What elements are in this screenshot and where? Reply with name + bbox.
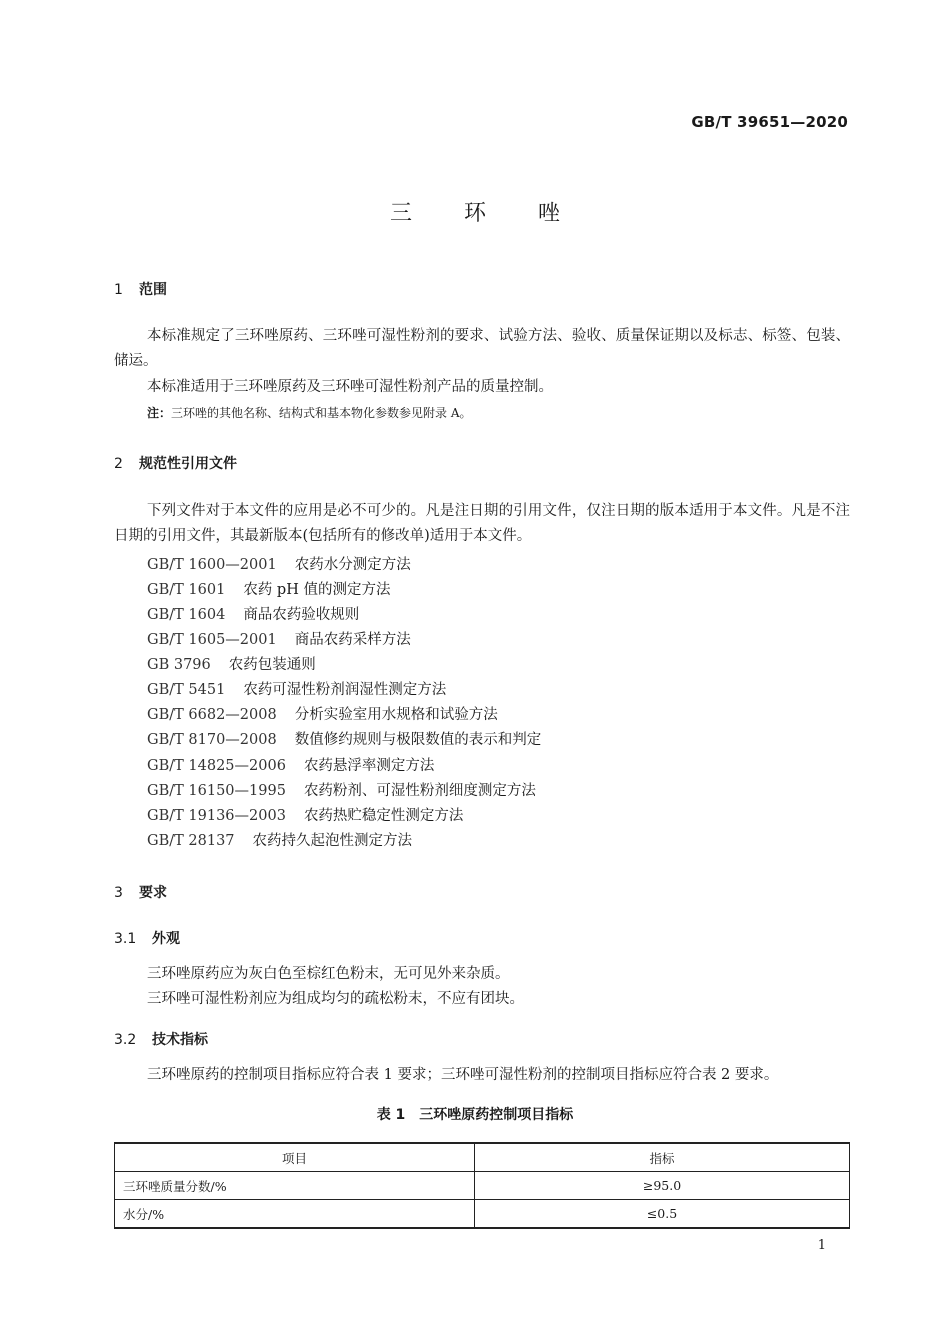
reference-code: GB/T 1604: [147, 607, 226, 623]
reference-item: [147, 829, 412, 850]
section-title: 范围: [139, 282, 167, 298]
reference-item: [147, 779, 536, 800]
note-text: 三环唑的其他名称、结构式和基本物化参数参见附录 A。: [171, 406, 472, 420]
table-row: [115, 1172, 850, 1200]
title-char: 唑: [538, 201, 561, 226]
reference-code: GB/T 1605—2001: [147, 632, 277, 648]
reference-name: 商品农药采样方法: [294, 632, 411, 648]
reference-name: 商品农药验收规则: [243, 607, 360, 623]
reference-name: 农药 pH 值的测定方法: [243, 582, 391, 598]
reference-item: [147, 653, 316, 674]
reference-code: GB/T 1601: [147, 582, 226, 598]
title-char: 三: [389, 201, 412, 226]
table-header-cell: 项目: [115, 1143, 475, 1172]
reference-code: GB 3796: [147, 657, 211, 673]
reference-code: GB/T 5451: [147, 682, 226, 698]
section-3-heading: [114, 882, 167, 902]
section-number: 3: [114, 885, 123, 901]
section-1-heading: [114, 279, 167, 299]
section-title: 要求: [139, 885, 167, 901]
section-1-paragraph-2: 本标准适用于三环唑原药及三环唑可湿性粉剂产品的质量控制。: [147, 379, 553, 395]
reference-code: GB/T 28137: [147, 833, 235, 849]
table-cell: 三环唑质量分数/%: [115, 1172, 475, 1200]
table-header-row: [115, 1143, 850, 1172]
reference-item: [147, 628, 411, 649]
table-cell: ≤0.5: [475, 1200, 850, 1229]
table-1: [114, 1142, 850, 1229]
table-row: [115, 1200, 850, 1229]
reference-item: [147, 754, 434, 775]
section-number: 1: [114, 282, 123, 298]
reference-name: 农药包装通则: [228, 657, 316, 673]
reference-name: 农药持久起泡性测定方法: [252, 833, 413, 849]
section-1-paragraph-1: 本标准规定了三环唑原药、三环唑可湿性粉剂的要求、试验方法、验收、质量保证期以及标志、标签、包装、储运。: [114, 328, 850, 369]
reference-item: [147, 603, 359, 624]
section-title: 外观: [152, 931, 180, 947]
section-3-1-heading: [114, 928, 180, 948]
section-number: 3.1: [114, 931, 137, 947]
note-label: 注：: [147, 406, 172, 420]
standard-code: GB/T 39651—2020: [691, 113, 848, 131]
reference-code: GB/T 14825—2006: [147, 758, 286, 774]
section-2-heading: [114, 453, 237, 473]
table-header-cell: 指标: [475, 1143, 850, 1172]
reference-item: [147, 553, 411, 574]
reference-name: 农药悬浮率测定方法: [303, 758, 435, 774]
reference-name: 农药可湿性粉剂润湿性测定方法: [243, 682, 447, 698]
document-title: [0, 196, 950, 227]
page-number: 1: [817, 1238, 826, 1253]
reference-item: [147, 728, 541, 749]
reference-name: 农药水分测定方法: [294, 557, 411, 573]
reference-code: GB/T 6682—2008: [147, 707, 277, 723]
section-3-1-paragraph-2: 三环唑可湿性粉剂应为组成均匀的疏松粉末，不应有团块。: [147, 991, 524, 1007]
section-1-note: [147, 404, 472, 421]
section-number: 3.2: [114, 1032, 137, 1048]
title-char: 环: [463, 201, 486, 226]
table-1-caption: 表 1 三环唑原药控制项目指标: [376, 1107, 574, 1123]
reference-name: 分析实验室用水规格和试验方法: [294, 707, 498, 723]
section-title: 规范性引用文件: [139, 456, 237, 472]
reference-name: 农药热贮稳定性测定方法: [303, 808, 464, 824]
reference-item: [147, 678, 446, 699]
reference-code: GB/T 19136—2003: [147, 808, 286, 824]
section-3-1-paragraph-1: 三环唑原药应为灰白色至棕红色粉末，无可见外来杂质。: [147, 966, 510, 982]
section-number: 2: [114, 456, 123, 472]
section-3-2-heading: [114, 1029, 208, 1049]
reference-code: GB/T 16150—1995: [147, 783, 286, 799]
section-title: 技术指标: [152, 1032, 208, 1048]
reference-item: [147, 703, 498, 724]
section-3-2-paragraph-1: 三环唑原药的控制项目指标应符合表 1 要求；三环唑可湿性粉剂的控制项目指标应符合表 2 要求。: [147, 1067, 779, 1083]
table-cell: ≥95.0: [475, 1172, 850, 1200]
reference-item: [147, 578, 390, 599]
section-2-paragraph-1: 下列文件对于本文件的应用是必不可少的。凡是注日期的引用文件，仅注日期的版本适用于本文件。凡是不注日期的引用文件，其最新版本(包括所有的修改单)适用于本文件。: [114, 503, 850, 544]
reference-name: 数值修约规则与极限数值的表示和判定: [294, 732, 542, 748]
reference-name: 农药粉剂、可湿性粉剂细度测定方法: [303, 783, 536, 799]
reference-code: GB/T 1600—2001: [147, 557, 277, 573]
reference-item: [147, 804, 463, 825]
table-cell: 水分/%: [115, 1200, 475, 1229]
reference-code: GB/T 8170—2008: [147, 732, 277, 748]
